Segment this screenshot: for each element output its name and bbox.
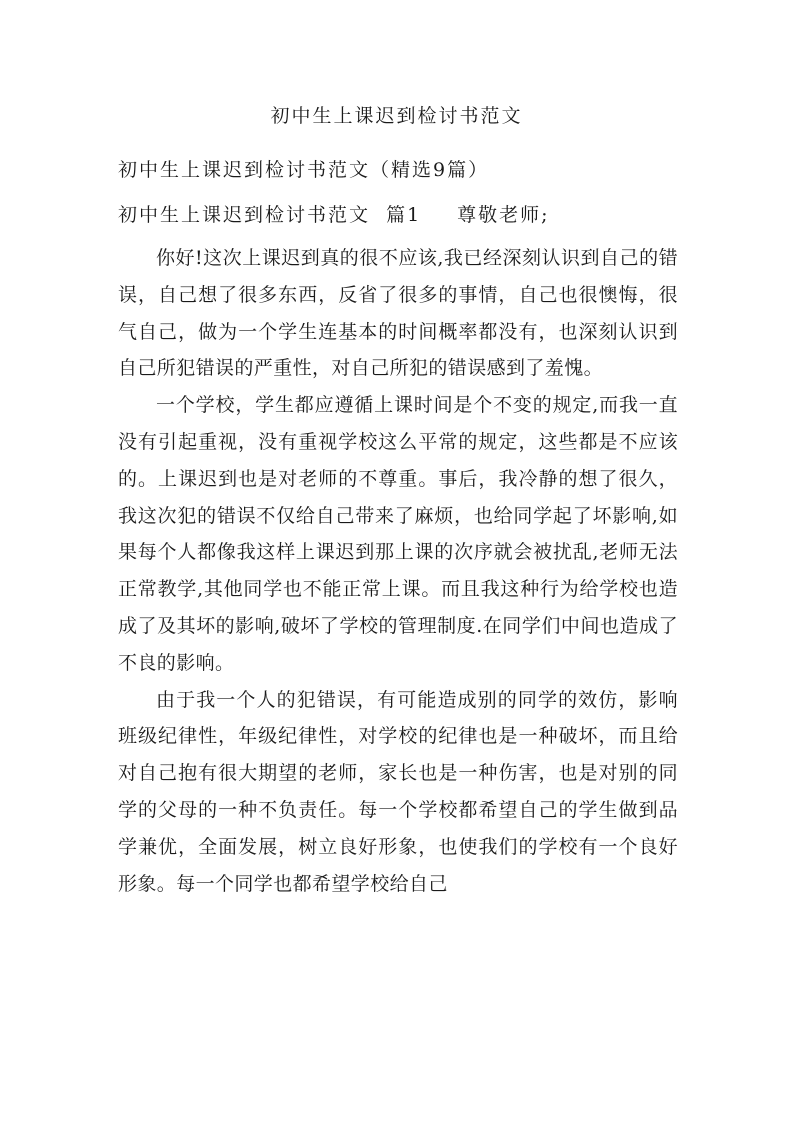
- section-heading-line: [118, 201, 550, 229]
- document-subtitle: 初中生上课迟到检讨书范文（精选9篇）: [118, 159, 490, 181]
- body-paragraph: 由于我一个人的犯错误，有可能造成别的同学的效仿，影响班级纪律性，年级纪律性，对学校的纪律也是一种破坏，而且给对自己抱有很大期望的老师，家长也是一种伤害，也是对别的同学的父母的一种不负责任。每一个学校都希望自己的学生做到品学兼优，全面发展，树立良好形象，也使我们的学校有一个良好形象。每一个同学也都希望学校给自己: [118, 688, 678, 895]
- section-heading: 初中生上课迟到检讨书范文 篇1: [118, 204, 422, 226]
- page-title: 初中生上课迟到检讨书范文: [270, 105, 523, 127]
- body-paragraph: 你好!这次上课迟到真的很不应该,我已经深刻认识到自己的错误，自己想了很多东西，反省了很多的事情，自己也很懊悔，很气自己，做为一个学生连基本的时间概率都没有，也深刻认识到自己所犯错误的严重性，对自己所犯的错误感到了羞愧。: [118, 247, 678, 380]
- letter-greeting: 尊敬老师;: [457, 204, 550, 226]
- body-paragraph: 一个学校，学生都应遵循上课时间是个不变的规定,而我一直没有引起重视，没有重视学校这么平常的规定，这些都是不应该的。上课迟到也是对老师的不尊重。事后，我冷静的想了很久，我这次犯的错误不仅给自己带来了麻烦，也给同学起了坏影响,如果每个人都像我这样上课迟到那上课的次序就会被扰乱,老师无法正常教学,其他同学也不能正常上课。而且我这种行为给学校也造成了及其坏的影响,破坏了学校的管理制度.在同学们中间也造成了不良的影响。: [118, 394, 678, 674]
- letter-body: [118, 240, 678, 902]
